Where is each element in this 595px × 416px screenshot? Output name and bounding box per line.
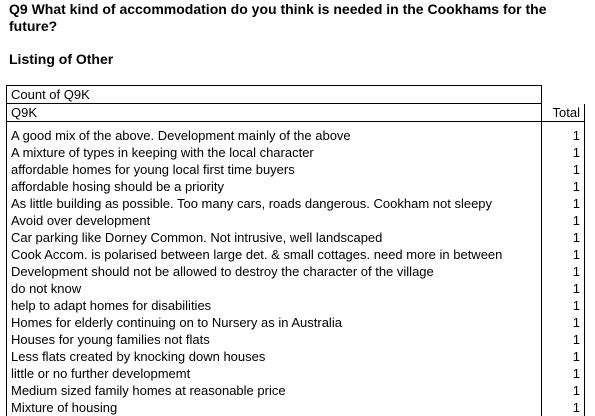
table-row [7, 178, 585, 195]
row-total: 1 [542, 195, 585, 212]
question-heading: Q9 What kind of accommodation do you think is needed in the Cookhams for the future? [9, 1, 547, 34]
row-total: 1 [542, 399, 585, 416]
table-row [7, 144, 585, 161]
table-row [7, 127, 585, 144]
table-row [7, 246, 585, 263]
table-row [7, 161, 585, 178]
row-label: A mixture of types in keeping with the local character [7, 144, 542, 161]
table-row [7, 263, 585, 280]
table-row [7, 382, 585, 399]
row-label: Mixture of housing [7, 399, 542, 416]
row-total: 1 [542, 178, 585, 195]
row-total: 1 [542, 297, 585, 314]
row-label: A good mix of the above. Development mainly of the above [7, 127, 542, 144]
row-label: Avoid over development [7, 212, 542, 229]
row-total: 1 [542, 127, 585, 144]
row-label: affordable homes for young local first time buyers [7, 161, 542, 178]
table-row [7, 314, 585, 331]
row-label: help to adapt homes for disabilities [7, 297, 542, 314]
row-label: do not know [7, 280, 542, 297]
table-row [7, 280, 585, 297]
row-total: 1 [542, 144, 585, 161]
pivot-table [6, 85, 585, 416]
total-header: Total [542, 104, 585, 122]
row-label: Cook Accom. is polarised between large det. & small cottages. need more in between [7, 246, 542, 263]
listing-title: Listing of Other [9, 51, 114, 67]
empty-corner [542, 86, 585, 104]
row-total: 1 [542, 161, 585, 178]
row-label: little or no further developmemt [7, 365, 542, 382]
row-total: 1 [542, 263, 585, 280]
table-row [7, 195, 585, 212]
row-label: Development should not be allowed to destroy the character of the village [7, 263, 542, 280]
row-total: 1 [542, 229, 585, 246]
row-label: Houses for young families not flats [7, 331, 542, 348]
table-row [7, 348, 585, 365]
table-row [7, 399, 585, 416]
row-total: 1 [542, 212, 585, 229]
row-label: Medium sized family homes at reasonable price [7, 382, 542, 399]
row-label: Car parking like Dorney Common. Not intrusive, well landscaped [7, 229, 542, 246]
row-total: 1 [542, 348, 585, 365]
row-label: affordable hosing should be a priority [7, 178, 542, 195]
row-label: Homes for elderly continuing on to Nursery as in Australia [7, 314, 542, 331]
row-total: 1 [542, 280, 585, 297]
row-total: 1 [542, 365, 585, 382]
row-total: 1 [542, 246, 585, 263]
row-label: Less flats created by knocking down houses [7, 348, 542, 365]
row-total: 1 [542, 382, 585, 399]
row-total: 1 [542, 314, 585, 331]
table-row [7, 229, 585, 246]
table-row [7, 365, 585, 382]
table-row [7, 297, 585, 314]
row-total: 1 [542, 331, 585, 348]
table-row [7, 331, 585, 348]
pivot-rows [7, 127, 585, 416]
table-row [7, 212, 585, 229]
count-label: Count of Q9K [7, 86, 542, 104]
row-label: As little building as possible. Too many cars, roads dangerous. Cookham not sleepy [7, 195, 542, 212]
row-field-header: Q9K [7, 104, 542, 122]
